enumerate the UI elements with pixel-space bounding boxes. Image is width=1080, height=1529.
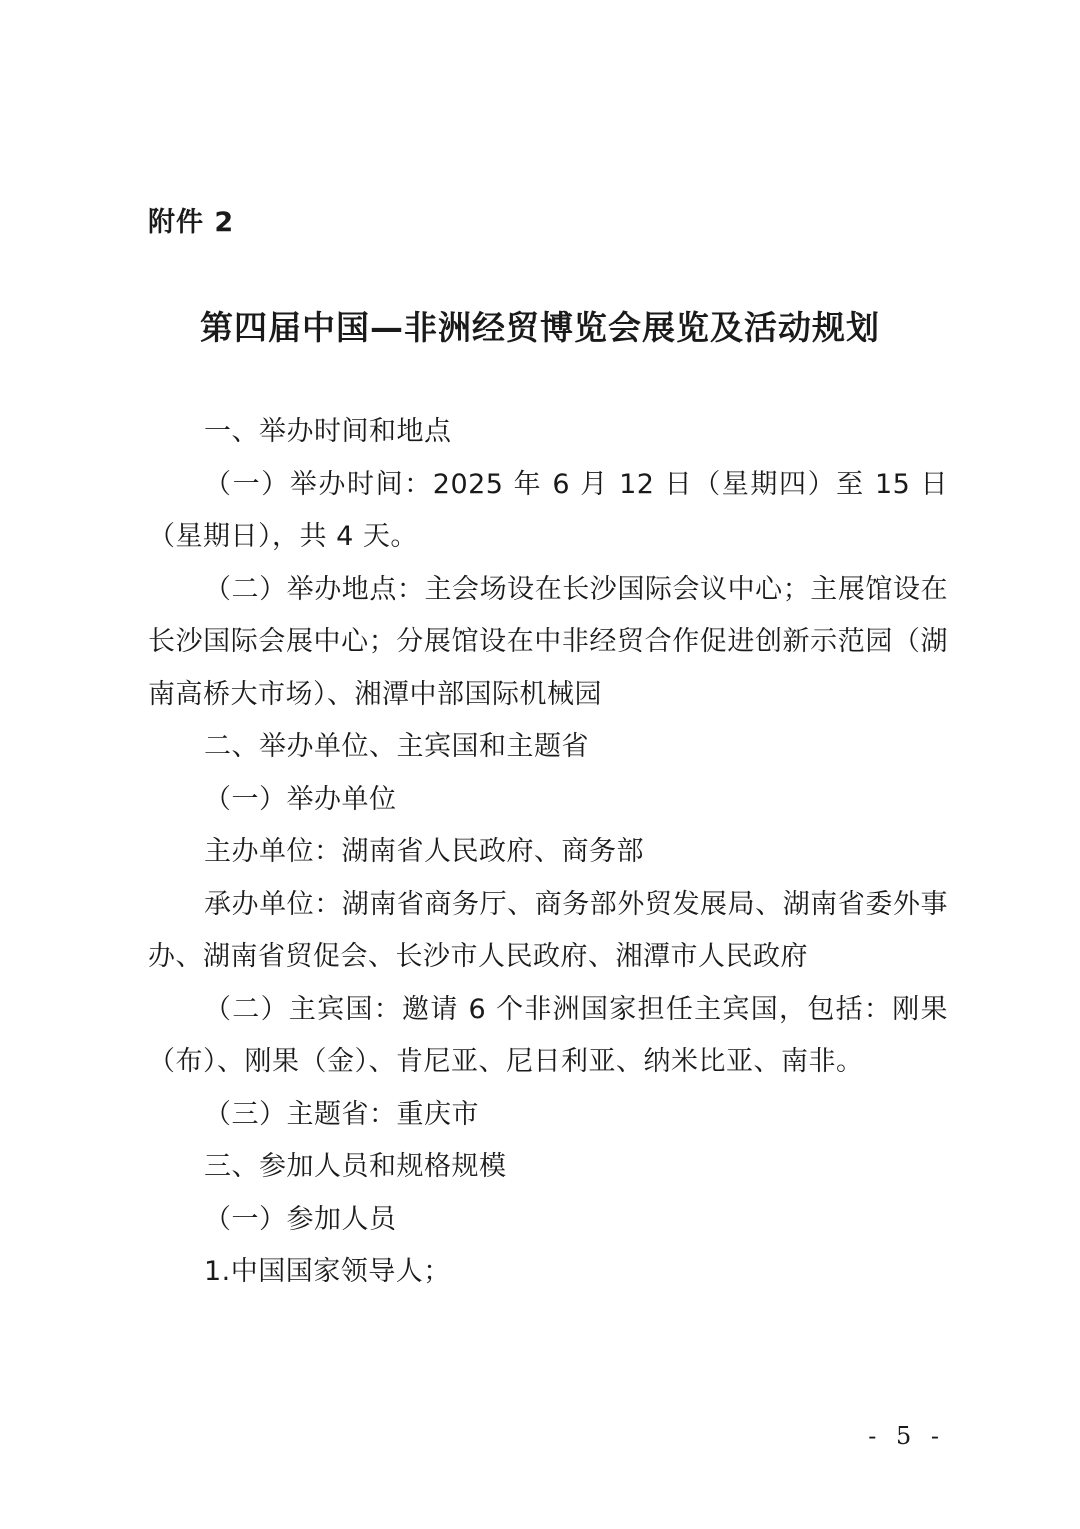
- page-number: - 5 -: [868, 1422, 945, 1450]
- paragraph-organizing-units: 承办单位：湖南省商务厅、商务部外贸发展局、湖南省委外事办、湖南省贸促会、长沙市人民政府、湘潭市人民政府: [148, 888, 948, 972]
- attachment-label: 附件 2: [148, 207, 235, 238]
- document-title: 第四届中国—非洲经贸博览会展览及活动规划: [200, 308, 880, 347]
- section-heading-time-location: 一、举办时间和地点: [204, 416, 452, 447]
- list-item-participant-1: 1.中国国家领导人；: [204, 1256, 451, 1287]
- section-heading-organizers: 二、举办单位、主宾国和主题省: [204, 731, 589, 762]
- paragraph-theme-province: （三）主题省：重庆市: [204, 1098, 479, 1130]
- paragraph-guest-countries: （二）主宾国：邀请 6 个非洲国家担任主宾国，包括：刚果（布）、刚果（金）、肯尼亚、尼日利亚、纳米比亚、南非。: [148, 993, 948, 1077]
- paragraph-location: （二）举办地点：主会场设在长沙国际会议中心；主展馆设在长沙国际会展中心；分展馆设在中非经贸合作促进创新示范园（湖南高桥大市场）、湘潭中部国际机械园: [148, 573, 948, 710]
- paragraph-host-units: 主办单位：湖南省人民政府、商务部: [204, 836, 644, 867]
- document-body: [148, 406, 948, 1299]
- subheading-participants: （一）参加人员: [204, 1203, 397, 1235]
- section-heading-participants: 三、参加人员和规格规模: [204, 1151, 507, 1182]
- paragraph-time: （一）举办时间：2025 年 6 月 12 日（星期四）至 15 日（星期日），共 4 天。: [148, 468, 948, 552]
- subheading-organizers: （一）举办单位: [204, 783, 397, 815]
